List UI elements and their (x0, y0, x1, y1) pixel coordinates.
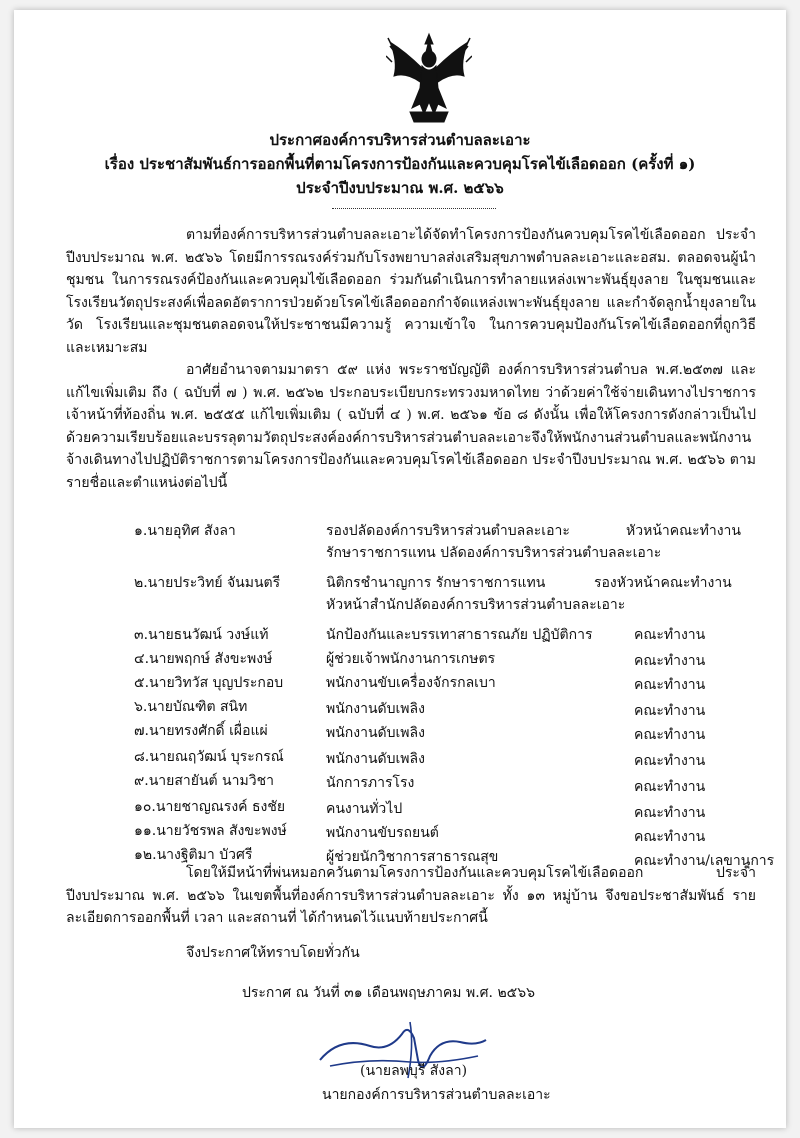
member-role: คณะทำงาน (634, 627, 706, 643)
member-name: ๔.นายพฤกษ์ สังขะพงษ์ (134, 651, 273, 667)
member-name: ๑.นายอุทิศ สังลา (134, 523, 236, 539)
announcement-fiscal-year: ประจำปีงบประมาณ พ.ศ. ๒๕๖๖ (296, 179, 504, 197)
member-name: ๑๐.นายชาญณรงค์ ธงชัย (134, 799, 286, 815)
member-role: คณะทำงาน (634, 653, 706, 669)
signer-name: (นายลพบุรี สังลา) (360, 1063, 468, 1079)
member-role: คณะทำงาน (634, 805, 706, 821)
member-position: พนักงานดับเพลิง (326, 701, 425, 717)
member-role: คณะทำงาน/เลขานุการ (634, 853, 775, 869)
member-position: พนักงานดับเพลิง (326, 725, 425, 741)
member-role: คณะทำงาน (634, 727, 706, 743)
member-name: ๑๒.นางฐิติมา บัวศรี (134, 847, 253, 863)
member-position: ผู้ช่วยนักวิชาการสาธารณสุข (326, 849, 499, 865)
body-paragraph-4: จึงประกาศให้ทราบโดยทั่วกัน (186, 945, 360, 961)
announcement-date: ประกาศ ณ วันที่ ๓๑ เดือนพฤษภาคม พ.ศ. ๒๕๖๖ (242, 985, 536, 1001)
member-role: รองหัวหน้าคณะทำงาน (594, 575, 732, 591)
announcement-title: ประกาศองค์การบริหารส่วนตำบลละเอาะ (269, 131, 531, 149)
member-position: นิติกรชำนาญการ รักษาราชการแทน (326, 575, 546, 591)
heading-divider (332, 208, 496, 209)
member-position: นักการภารโรง (326, 775, 415, 791)
member-name: ๕.นายวิทวัส บุญประกอบ (134, 675, 284, 691)
member-position: พนักงานขับรถยนต์ (326, 825, 439, 841)
member-position: ผู้ช่วยเจ้าพนักงานการเกษตร (326, 651, 496, 667)
member-role: หัวหน้าคณะทำงาน (626, 523, 741, 539)
member-name: ๑๑.นายวัชรพล สังขะพงษ์ (134, 823, 287, 839)
member-role: คณะทำงาน (634, 829, 706, 845)
member-role: คณะทำงาน (634, 703, 706, 719)
member-name: ๗.นายทรงศักดิ์ เผื่อแผ่ (134, 723, 268, 739)
announcement-subject: เรื่อง ประชาสัมพันธ์การออกพื้นที่ตามโครงการป้องกันและควบคุมโรคไข้เลือดออก (ครั้งที่ ๑) (104, 155, 696, 173)
body-paragraph-2: อาศัยอำนาจตามมาตรา ๕๙ แห่ง พระราชบัญญัติ องค์การบริหารส่วนตำบล พ.ศ.๒๕๓๗ และ แก้ไขเพิ่มเติม ถึง ( ฉบับที่ ๗ ) พ.ศ. ๒๕๖๒ ประกอบระเบียบกระทรวงมหาดไทย ว่าด้วยค่าใช้จ่ายเดินทางไปราชการเจ้าหน้าที่ท้องถิ่น พ.ศ. ๒๕๕๕ แก้ไขเพิ่มเติม ( ฉบับที่ ๔ ) พ.ศ. ๒๕๖๑ ข้อ ๘ ดังนั้น เพื่อให้โครงการดังกล่าวเป็นไปด้วยความเรียบร้อยและบรรลุตามวัตถุประสงค์องค์การบริหารส่วนตำบลละเอาะจึงให้พนักงานส่วนตำบลและพนักงานจ้างเดินทางไปปฏิบัติราชการตามโครงการป้องกันและควบคุมโรคไข้เลือดออก ประจำปีงบประมาณ พ.ศ. ๒๕๖๖ ตามรายชื่อและตำแหน่งต่อไปนี้ (66, 362, 756, 491)
member-position: พนักงานดับเพลิง (326, 751, 425, 767)
member-name: ๙.นายสายันต์ นามวิชา (134, 773, 274, 789)
body-paragraph-3: โดยให้มีหน้าที่พ่นหมอกควันตามโครงการป้องกันและควบคุมโรคไข้เลือดออก ประจำปีงบประมาณ พ.ศ. ๒๕๖๖ ในเขตพื้นที่องค์การบริหารส่วนตำบลละเอาะ ทั้ง ๑๓ หมู่บ้าน จึงขอประชาสัมพันธ์ รายละเอียดการออกพื้นที่ เวลา และสถานที่ ได้กำหนดไว้แนบท้ายประกาศนี้ (66, 865, 756, 927)
body-paragraph-1: ตามที่องค์การบริหารส่วนตำบลละเอาะได้จัดทำโครงการป้องกันควบคุมโรคไข้เลือดออก ประจำปีงบประมาณ พ.ศ. ๒๕๖๖ โดยมีการรณรงค์ร่วมกับโรงพยาบาลส่งเสริมสุขภาพตำบลละเอาะและอสม. ตลอดจนผู้นำชุมชน ในการรณรงค์ป้องกันและควบคุมไข้เลือดออก ร่วมกันดำเนินการทำลายแหล่งเพาะพันธุ์ยุงลาย ในชุมชนและโรงเรียนวัตถุประสงค์เพื่อลดอัตราการป่วยด้วยโรคไข้เลือดออกกำจัดแหล่งเพาะพันธุ์ยุงลาย และกำจัดลูกน้ำยุงลายในวัด โรงเรียนและชุมชนตลอดจนให้ประชาชนมีความรู้ ความเข้าใจ ในการควบคุมป้องกันโรคไข้เลือดออกที่ถูกวิธี และเหมาะสม (66, 227, 756, 356)
member-role: คณะทำงาน (634, 753, 706, 769)
member-position: พนักงานขับเครื่องจักรกลเบา (326, 675, 496, 691)
member-position: นักป้องกันและบรรเทาสาธารณภัย ปฏิบัติการ (326, 627, 593, 643)
member-name: ๖.นายบัณฑิต สนิท (134, 699, 248, 715)
member-position: รองปลัดองค์การบริหารส่วนตำบลละเอาะ (326, 523, 570, 539)
member-name: ๘.นายณฤวัฒน์ บุระกรณ์ (134, 749, 284, 765)
member-role: คณะทำงาน (634, 677, 706, 693)
member-name: ๒.นายประวิทย์ จันมนตรี (134, 575, 281, 591)
member-position-line2: หัวหน้าสำนักปลัดองค์การบริหารส่วนตำบลละเอาะ (326, 597, 626, 613)
member-role: คณะทำงาน (634, 779, 706, 795)
member-position: คนงานทั่วไป (326, 801, 403, 817)
garuda-emblem-icon (386, 32, 472, 124)
member-name: ๓.นายธนวัฒน์ วงษ์แท้ (134, 627, 269, 643)
signer-title: นายกองค์การบริหารส่วนตำบลละเอาะ (322, 1087, 551, 1103)
member-position-line2: รักษาราชการแทน ปลัดองค์การบริหารส่วนตำบลละเอาะ (326, 545, 662, 561)
document-page (14, 10, 786, 1128)
